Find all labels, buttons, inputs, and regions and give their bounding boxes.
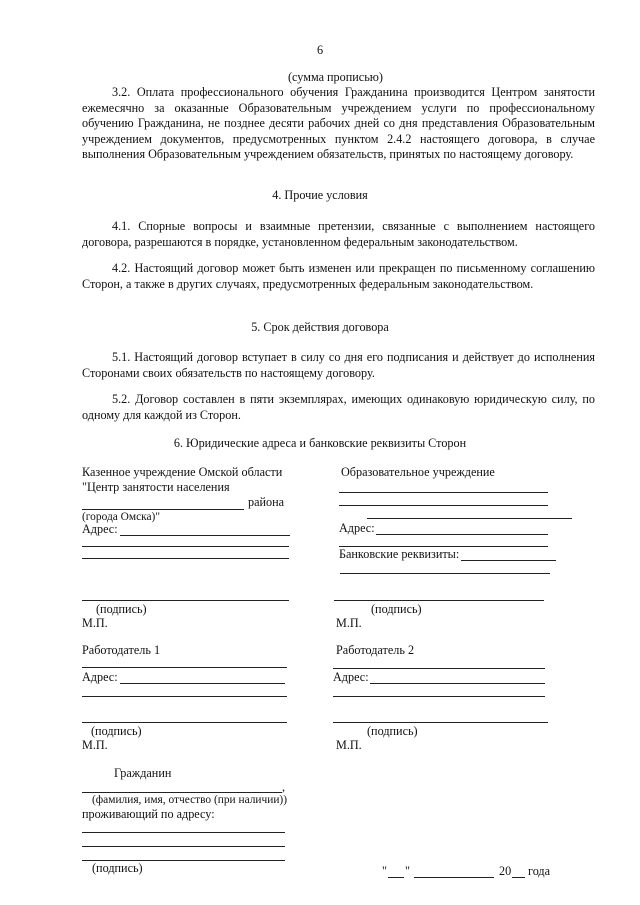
left-address-field[interactable]	[120, 535, 290, 536]
citizen-address-line-1[interactable]	[82, 832, 285, 833]
citizen-signature-caption: (подпись)	[92, 861, 143, 875]
section-5-title: 5. Срок действия договора	[251, 320, 389, 334]
date-open-quote: "	[382, 864, 387, 878]
employer2-address-line-2[interactable]	[333, 696, 545, 697]
right-address-field[interactable]	[376, 534, 548, 535]
right-name-line-2[interactable]	[339, 505, 548, 506]
paragraph-3-2: 3.2. Оплата профессионального обучения Гражданина производится Центром занятости ежемесячно за оказанные Образовательным учреждением услуги по профессиональному обучению Гражданина, не позднее десяти рабочих дней со дня представления Образовательным учреждением документов, предусмотренных пунктом 2.4.2 настоящего договора, в случае выполнения Образовательным учреждением обязательств, принятых по настоящему договору.	[82, 85, 595, 161]
left-signature-caption: (подпись)	[96, 602, 147, 616]
district-word: района	[248, 495, 285, 509]
employer2-name-field[interactable]	[333, 668, 545, 669]
employer1-address-field[interactable]	[120, 683, 285, 684]
date-day-field[interactable]	[388, 877, 404, 878]
right-name-line-3[interactable]	[367, 518, 572, 519]
date-month-field[interactable]	[414, 877, 494, 878]
right-signature-field[interactable]	[334, 600, 544, 601]
left-signature-field[interactable]	[82, 600, 289, 601]
date-year-prefix: 20	[499, 864, 512, 878]
left-party-line1: Казенное учреждение Омской области	[82, 465, 283, 479]
citizen-name-caption: (фамилия, имя, отчество (при наличии))	[92, 794, 288, 806]
left-address-line-2[interactable]	[82, 546, 289, 547]
right-address-label: Адрес:	[339, 521, 375, 535]
section-4-title: 4. Прочие условия	[272, 188, 368, 202]
citizen-residing-label: проживающий по адресу:	[82, 807, 215, 821]
citizen-address-line-2[interactable]	[82, 846, 285, 847]
citizen-title: Гражданин	[114, 766, 172, 780]
left-address-line-3[interactable]	[82, 558, 289, 559]
right-bank-field[interactable]	[461, 560, 556, 561]
employer1-signature-field[interactable]	[82, 722, 287, 723]
right-signature-caption: (подпись)	[371, 602, 422, 616]
employer2-signature-caption: (подпись)	[367, 724, 418, 738]
right-stamp: М.П.	[336, 616, 362, 630]
date-year-suffix: года	[528, 864, 551, 878]
sum-words-caption: (сумма прописью)	[288, 70, 383, 84]
employer2-address-label: Адрес:	[333, 670, 369, 684]
citizen-name-comma: ,	[282, 780, 286, 794]
date-year-field[interactable]	[512, 877, 525, 878]
paragraph-5-1: 5.1. Настоящий договор вступает в силу со дня его подписания и действует до исполнения Сторонами своих обязательств по настоящему договору.	[82, 350, 595, 380]
employer2-address-field[interactable]	[370, 683, 545, 684]
employer1-address-line-2[interactable]	[82, 696, 287, 697]
employer2-title: Работодатель 2	[336, 643, 415, 657]
left-party-line2: "Центр занятости населения	[82, 480, 230, 494]
employer1-address-label: Адрес:	[82, 670, 118, 684]
employer2-stamp: М.П.	[336, 738, 362, 752]
left-stamp: М.П.	[82, 616, 108, 630]
employer1-name-field[interactable]	[82, 667, 287, 668]
left-address-label: Адрес:	[82, 522, 118, 536]
right-name-line-1[interactable]	[339, 492, 548, 493]
left-party-city: (города Омска)"	[82, 511, 160, 523]
section-6-title: 6. Юридические адреса и банковские реквизиты Сторон	[173, 436, 467, 450]
page-number: 6	[316, 43, 324, 57]
employer1-stamp: М.П.	[82, 738, 108, 752]
right-bank-label: Банковские реквизиты:	[339, 547, 460, 561]
paragraph-4-2: 4.2. Настоящий договор может быть изменен или прекращен по письменному соглашению Сторон, а также в других случаях, предусмотренных федеральным законодательством.	[82, 261, 595, 291]
right-bank-line-2[interactable]	[340, 573, 550, 574]
employer1-title: Работодатель 1	[82, 643, 161, 657]
employer2-signature-field[interactable]	[333, 722, 548, 723]
right-party-title: Образовательное учреждение	[341, 465, 495, 479]
paragraph-5-2: 5.2. Договор составлен в пяти экземплярах, имеющих одинаковую юридическую силу, по одному для каждой из Сторон.	[82, 392, 595, 422]
date-close-quote: "	[405, 864, 410, 878]
paragraph-4-1: 4.1. Спорные вопросы и взаимные претензии, связанные с выполнением настоящего договора, разрешаются в порядке, установленном федеральным законодательством.	[82, 219, 595, 249]
employer1-signature-caption: (подпись)	[91, 724, 142, 738]
